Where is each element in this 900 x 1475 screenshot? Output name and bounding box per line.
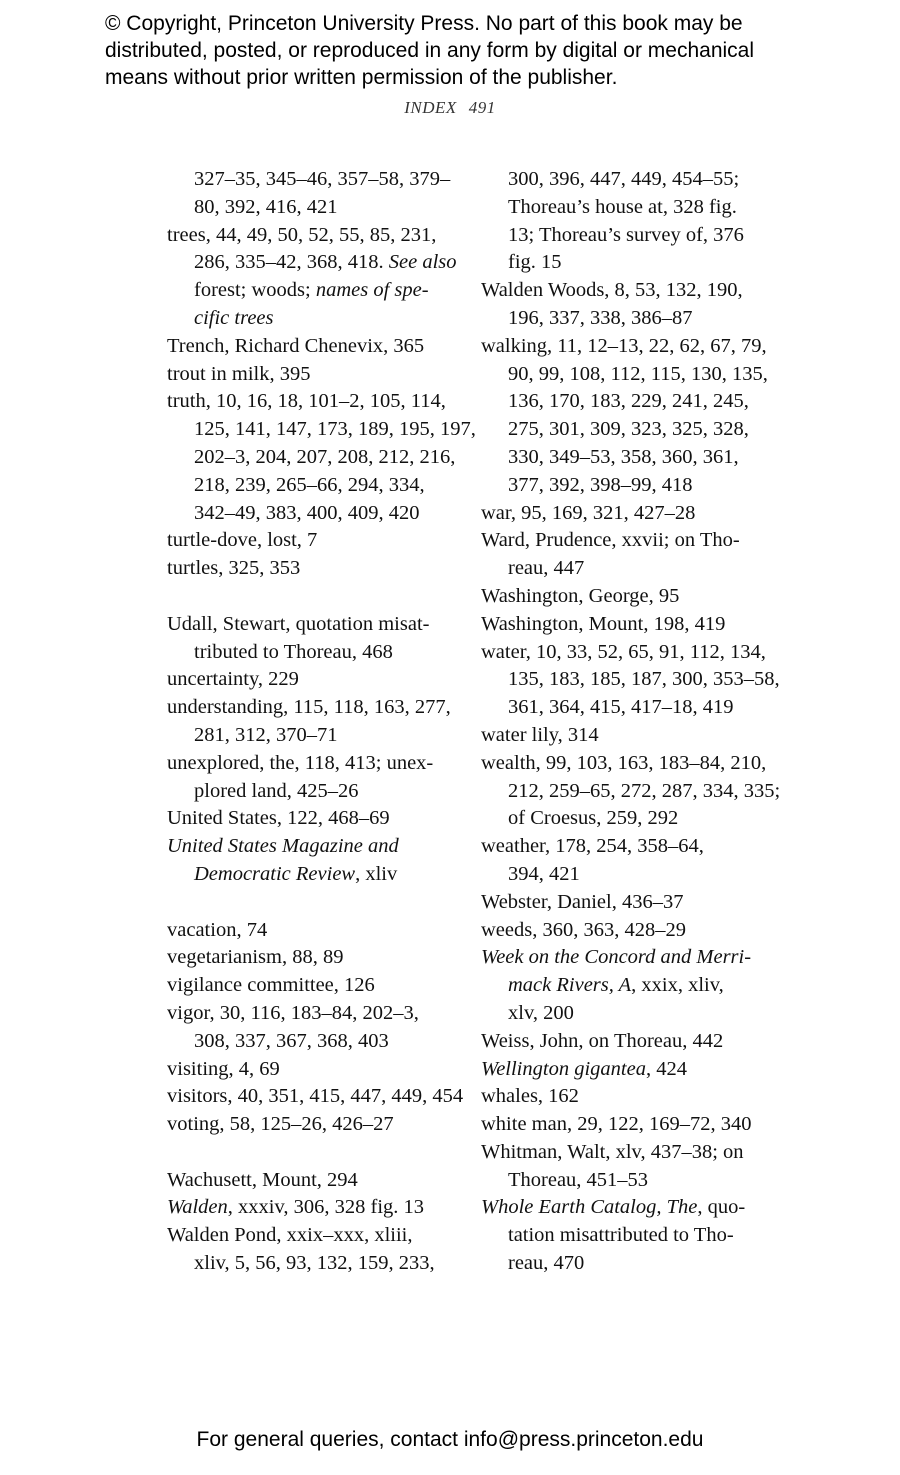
index-entry <box>167 1056 467 1084</box>
index-text: vegetarianism, 88, 89 <box>167 946 344 969</box>
index-text: Walden Pond, xxix–xxx, xliii, <box>167 1224 413 1247</box>
index-entry-continuation <box>481 361 781 389</box>
index-entry-continuation <box>167 778 467 806</box>
index-text: walking, 11, 12–13, 22, 62, 67, 79, <box>481 334 767 357</box>
running-head <box>0 98 900 118</box>
index-entry <box>481 833 781 861</box>
index-entry <box>481 889 781 917</box>
index-text: 300, 396, 447, 449, 454–55; <box>508 168 740 190</box>
index-text: 361, 364, 415, 417–18, 419 <box>508 696 734 719</box>
index-entry <box>167 1222 467 1250</box>
index-entry-continuation <box>481 194 781 222</box>
index-entry-continuation <box>481 222 781 250</box>
index-text: vigor, 30, 116, 183–84, 202–3, <box>167 1001 419 1024</box>
index-entry <box>167 750 467 778</box>
index-entry <box>167 1111 467 1139</box>
index-text: tation misattributed to Tho- <box>508 1224 734 1247</box>
index-text: Weiss, John, on Thoreau, 442 <box>481 1029 724 1052</box>
index-text: Webster, Daniel, 436–37 <box>481 890 684 913</box>
index-text: 286, 335–42, 368, 418. <box>194 251 389 274</box>
index-text: Washington, George, 95 <box>481 584 680 607</box>
index-text: Walden Woods, 8, 53, 132, 190, <box>481 279 743 302</box>
index-text: of Croesus, 259, 292 <box>508 807 679 830</box>
index-entry-continuation <box>167 861 467 889</box>
index-text: 218, 239, 265–66, 294, 334, <box>194 473 425 496</box>
index-text: Trench, Richard Chenevix, 365 <box>167 334 425 357</box>
index-text: white man, 29, 122, 169–72, 340 <box>481 1113 752 1136</box>
index-text: xliv, 5, 56, 93, 132, 159, 233, <box>194 1252 435 1275</box>
index-entry <box>167 917 467 945</box>
index-text-italic: cific trees <box>194 306 274 329</box>
index-text: vacation, 74 <box>167 918 268 941</box>
index-entry <box>481 1194 781 1222</box>
index-entry-continuation <box>167 249 467 277</box>
index-text: forest; woods; <box>194 279 316 302</box>
index-entry-continuation <box>481 444 781 472</box>
footer-contact: For general queries, contact info@press.princeton.edu <box>196 1428 704 1451</box>
index-entry-continuation <box>167 305 467 333</box>
index-entry-continuation <box>167 1028 467 1056</box>
index-text-italic: Whole Earth Catalog, The <box>481 1196 698 1219</box>
index-entry <box>167 805 467 833</box>
copyright-line-1: © Copyright, Princeton University Press. No part of this book may be <box>105 12 743 35</box>
index-entry-continuation <box>167 500 467 528</box>
index-entry-continuation <box>481 1250 781 1278</box>
index-text-italic: United States Magazine and <box>167 835 399 858</box>
running-head-label: INDEX <box>404 98 457 117</box>
index-entry-continuation <box>481 1167 781 1195</box>
index-text: visiting, 4, 69 <box>167 1057 280 1080</box>
index-entry <box>481 1028 781 1056</box>
index-text: 196, 337, 338, 386–87 <box>508 306 693 329</box>
index-text: water lily, 314 <box>481 723 599 746</box>
index-entry-continuation <box>167 472 467 500</box>
index-text: 125, 141, 147, 173, 189, 195, 197, <box>194 418 476 441</box>
index-text-italic: names of spe- <box>315 279 429 302</box>
index-text: Whitman, Walt, xlv, 437–38; on <box>481 1140 744 1163</box>
index-entry <box>167 361 467 389</box>
index-entry <box>481 722 781 750</box>
index-text: Thoreau’s house at, 328 fig. <box>508 195 737 218</box>
index-entry <box>167 666 467 694</box>
index-text: 135, 183, 185, 187, 300, 353–58, <box>508 668 780 691</box>
index-text-italic: Walden <box>167 1196 228 1219</box>
index-text: weather, 178, 254, 358–64, <box>481 835 704 858</box>
index-entry <box>167 333 467 361</box>
index-text: Thoreau, 451–53 <box>508 1168 649 1191</box>
index-text: United States, 122, 468–69 <box>167 807 390 830</box>
copyright-line-3: means without prior written permission of the publisher. <box>105 66 618 89</box>
index-text: tributed to Thoreau, 468 <box>194 640 393 663</box>
index-text: fig. 15 <box>508 251 562 274</box>
index-entry-continuation <box>481 972 781 1000</box>
index-text: weeds, 360, 363, 428–29 <box>481 918 686 941</box>
index-text: Udall, Stewart, quotation misat- <box>167 612 430 635</box>
index-text-italic: mack Rivers, A <box>508 974 632 997</box>
index-text: reau, 447 <box>508 557 585 580</box>
index-text: 342–49, 383, 400, 409, 420 <box>194 501 420 524</box>
index-entry <box>481 1056 781 1084</box>
index-entry <box>481 750 781 778</box>
index-text: turtle-dove, lost, 7 <box>167 529 318 552</box>
index-text: plored land, 425–26 <box>194 779 359 802</box>
index-text: understanding, 115, 118, 163, 277, <box>167 696 451 719</box>
index-text: Wachusett, Mount, 294 <box>167 1168 358 1191</box>
index-entry <box>167 527 467 555</box>
index-entry-continuation <box>167 722 467 750</box>
index-text: 13; Thoreau’s survey of, 376 <box>508 223 744 246</box>
index-text: , xliv <box>355 862 398 885</box>
index-text-italic: Wellington gigantea <box>481 1057 646 1080</box>
index-entry <box>481 527 781 555</box>
index-entry <box>481 639 781 667</box>
index-spacer <box>167 583 467 611</box>
index-entry-continuation <box>481 166 781 194</box>
index-entry-continuation <box>481 666 781 694</box>
index-text: , xxix, xliv, <box>631 974 724 997</box>
index-entry <box>167 1194 467 1222</box>
index-text: 308, 337, 367, 368, 403 <box>194 1029 389 1052</box>
index-entry <box>481 1083 781 1111</box>
index-entry <box>481 1139 781 1167</box>
index-text: Ward, Prudence, xxvii; on Tho- <box>481 529 740 552</box>
index-entry <box>481 611 781 639</box>
index-text: 327–35, 345–46, 357–58, 379– <box>194 168 451 190</box>
index-text: , xxxiv, 306, 328 fig. 13 <box>227 1196 425 1219</box>
index-entry-continuation <box>481 778 781 806</box>
index-text: 330, 349–53, 358, 360, 361, <box>508 445 739 468</box>
index-entry <box>167 388 467 416</box>
index-text: truth, 10, 16, 18, 101–2, 105, 114, <box>167 390 446 413</box>
index-entry <box>481 333 781 361</box>
index-entry <box>167 1000 467 1028</box>
index-entry-continuation <box>481 388 781 416</box>
index-entry <box>481 1111 781 1139</box>
index-text: visitors, 40, 351, 415, 447, 449, 454 <box>167 1085 464 1108</box>
index-text: voting, 58, 125–26, 426–27 <box>167 1113 394 1136</box>
index-text: 136, 170, 183, 229, 241, 245, <box>508 390 749 413</box>
index-entry-continuation <box>481 555 781 583</box>
index-text: 212, 259–65, 272, 287, 334, 335; <box>508 779 781 802</box>
index-text: , 424 <box>645 1057 687 1080</box>
index-text-italic: Democratic Review <box>194 862 356 885</box>
index-entry <box>167 972 467 1000</box>
index-column-left <box>167 166 476 1278</box>
index-text: unexplored, the, 118, 413; unex- <box>167 751 434 774</box>
index-column-right <box>481 166 781 1278</box>
index-text: trees, 44, 49, 50, 52, 55, 85, 231, <box>167 223 437 246</box>
index-entry <box>167 611 467 639</box>
index-text: xlv, 200 <box>508 1001 574 1024</box>
copyright-notice <box>105 10 865 91</box>
index-entry-continuation <box>167 277 467 305</box>
index-entry-continuation <box>481 1222 781 1250</box>
index-text: trout in milk, 395 <box>167 362 311 385</box>
index-text-italic: Week on the Concord and Merri- <box>481 946 752 969</box>
index-entry-continuation <box>167 1250 467 1278</box>
index-entry <box>167 222 467 250</box>
index-text: wealth, 99, 103, 163, 183–84, 210, <box>481 751 767 774</box>
index-entry-continuation <box>167 639 467 667</box>
index-entry-continuation <box>167 416 476 444</box>
index-text: uncertainty, 229 <box>167 668 299 691</box>
index-entry-continuation <box>481 416 781 444</box>
index-entry <box>481 500 781 528</box>
index-entry <box>167 694 467 722</box>
page-number: 491 <box>468 98 496 117</box>
index-text: 202–3, 204, 207, 208, 212, 216, <box>194 445 456 468</box>
index-entry <box>481 917 781 945</box>
index-text: turtles, 325, 353 <box>167 557 301 580</box>
index-spacer <box>167 1139 467 1167</box>
index-entry <box>481 944 781 972</box>
index-text: vigilance committee, 126 <box>167 974 375 997</box>
index-entry <box>167 833 467 861</box>
index-entry-continuation <box>167 444 467 472</box>
index-entry-continuation <box>481 805 781 833</box>
index-text: 90, 99, 108, 112, 115, 130, 135, <box>508 362 768 385</box>
index-entry <box>481 583 781 611</box>
index-text: 80, 392, 416, 421 <box>194 195 338 218</box>
index-entry <box>167 555 467 583</box>
index-text-italic: See also <box>388 251 457 274</box>
index-text: war, 95, 169, 321, 427–28 <box>481 501 696 524</box>
index-text: whales, 162 <box>481 1085 579 1108</box>
index-entry-continuation <box>481 694 781 722</box>
index-entry-continuation <box>481 305 781 333</box>
index-text: 394, 421 <box>508 862 580 885</box>
index-text: 275, 301, 309, 323, 325, 328, <box>508 418 749 441</box>
index-entry-continuation <box>481 861 781 889</box>
index-entry-continuation <box>481 1000 781 1028</box>
copyright-line-2: distributed, posted, or reproduced in any form by digital or mechanical <box>105 39 755 62</box>
index-spacer <box>167 889 467 917</box>
index-entry-continuation <box>167 166 467 194</box>
index-text: Washington, Mount, 198, 419 <box>481 612 726 635</box>
index-text: water, 10, 33, 52, 65, 91, 112, 134, <box>481 640 766 663</box>
index-entry-continuation <box>481 249 781 277</box>
index-entry <box>481 277 781 305</box>
index-text: 281, 312, 370–71 <box>194 723 338 746</box>
index-entry <box>167 944 467 972</box>
index-entry-continuation <box>481 472 781 500</box>
index-text: , quo- <box>697 1196 746 1219</box>
index-text: reau, 470 <box>508 1252 585 1275</box>
index-entry <box>167 1167 467 1195</box>
index-entry-continuation <box>167 194 467 222</box>
index-entry <box>167 1083 467 1111</box>
index-text: 377, 392, 398–99, 418 <box>508 473 693 496</box>
